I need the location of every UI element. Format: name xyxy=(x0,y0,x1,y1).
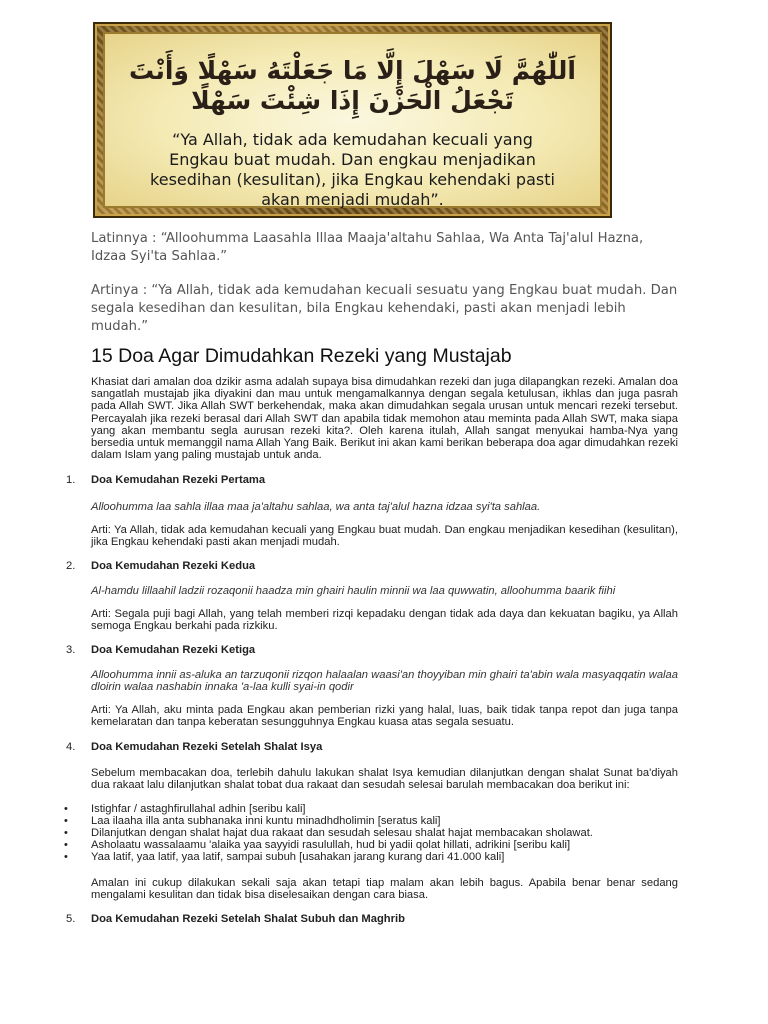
artinya-text: Artinya : “Ya Allah, tidak ada kemudahan kecuali sesuatu yang Engkau buat mudah. Dan segala kesedihan dan kesulitan, bila Engkau kehendaki, pasti akan menjadi lebih mudah.” xyxy=(91,283,678,334)
item-paragraph: Sebelum membacakan doa, terlebih dahulu lakukan shalat Isya kemudian dilanjutkan dengan shalat Sunat ba'diyah dua rakaat lalu dilanjutkan shalat tobat dua rakaat dan sesudah selesai barulah membacakan doa berikut ini: xyxy=(91,767,678,792)
item-title: Doa Kemudahan Rezeki Setelah Shalat Isya xyxy=(91,741,323,754)
bullet-text: Asholaatu wassalaamu 'alaika yaa sayyidi rasulullah, hud bi yadii qolat hillati, adrikini [seribu kali] xyxy=(91,839,571,852)
bullet-item xyxy=(64,839,678,851)
translation-line: akan menjadi mudah”. xyxy=(261,190,444,209)
item-closing: Amalan ini cukup dilakukan sekali saja akan tetapi tiap malam akan lebih bagus. Apabila benar benar sedang mengalami kesulitan dan tidak bisa diselesaikan dengan cara biasa. xyxy=(91,876,678,901)
translation-line: kesedihan (kesulitan), jika Engkau kehendaki pasti xyxy=(150,170,555,189)
bullet-text: Istighfar / astaghfirullahal adhin [seribu kali] xyxy=(91,802,306,815)
translation-line: “Ya Allah, tidak ada kemudahan kecuali yang xyxy=(172,130,533,149)
bullet-item xyxy=(64,815,678,827)
list-item xyxy=(66,913,678,926)
list-item xyxy=(66,644,678,728)
item-arti: Arti: Ya Allah, tidak ada kemudahan kecuali yang Engkau buat mudah. Dan engkau menjadikan kesedihan (kesulitan), jika Engkau kehendaki pasti akan menjadi mudah. xyxy=(91,523,678,549)
section-heading: 15 Doa Agar Dimudahkan Rezeki yang Mustajab xyxy=(91,345,512,367)
image-translation xyxy=(105,130,600,210)
item-title: Doa Kemudahan Rezeki Setelah Shalat Subuh dan Maghrib xyxy=(91,913,405,926)
bullet-item xyxy=(64,851,678,863)
item-arti: Arti: Segala puji bagi Allah, yang telah memberi rizqi kepadaku dengan tidak ada daya dan kekuatan bagiku, ya Allah semoga Engkau berkahi pada rizkiku. xyxy=(91,607,678,632)
list-number: 5. xyxy=(66,913,76,926)
item-title: Doa Kemudahan Rezeki Kedua xyxy=(91,560,256,573)
bullet-dot-icon: • xyxy=(64,851,68,864)
item-title: Doa Kemudahan Rezeki Pertama xyxy=(91,474,266,487)
bullet-item xyxy=(64,803,678,815)
bullet-text: Dilanjutkan dengan shalat hajat dua rakaat dan sesudah selesau shalat hajat membacakan sholawat. xyxy=(91,827,593,840)
bullet-text: Yaa latif, yaa latif, yaa latif, sampai subuh [usahakan jarang kurang dari 41.000 kali] xyxy=(91,851,505,864)
list-item xyxy=(66,474,678,549)
item-latin: Al-hamdu lillaahil ladzii rozaqonii haadza min ghairi haulin minnii wa laa quwwatin, alloohumma baarik fiihi xyxy=(91,585,616,598)
list-item xyxy=(64,741,678,901)
item-latin: Alloohumma laa sahla illaa maa ja'altahu sahlaa, wa anta taj'alul hazna idzaa syi'ta sahlaa. xyxy=(91,500,541,513)
item-latin: Alloohumma innii as-aluka an tarzuqonii rizqon halaalan waasi'an thoyyiban min ghairi ta'abin wala masyaqqatin walaa dloirin walaa nashabin innaka 'a-laa kulli syai-in qodir xyxy=(91,669,678,694)
intro-paragraph: Khasiat dari amalan doa dzikir asma adalah supaya bisa dimudahkan rezeki dan juga dilapangkan rezeki. Amalan doa sangatlah mustajab jika diyakini dan mau untuk mengamalkannya dengan segala ketulusan, ikhlas dan juga pasrah pada Allah SWT. Jika Allah SWT berkehendak, maka akan dimudahkan segala urusan untuk mencari rezeki tersebut. Percayalah jika rezeki berasal dari Allah SWT dan apabila tidak memohon atau meminta pada Allah SWT, maka siapa yang akan membantu segla aurusan rezeki kita?. Oleh karena itulah, Allah sangat menyukai hamba-Nya yang bersedia untuk memanggil nama Allah Yang Baik. Berikut ini akan kami berikan beberapa doa agar dimudahkan rezeki dalam Islam yang paling mustajab untuk anda. xyxy=(91,376,678,462)
list-number: 1. xyxy=(66,474,76,487)
item-title: Doa Kemudahan Rezeki Ketiga xyxy=(91,644,256,657)
bullet-item xyxy=(64,827,678,839)
arabic-line: تَجْعَلُ الْحَزْنَ إِذَا شِئْتَ سَهْلًا xyxy=(191,86,514,115)
latinnya-text: Latinnya : “Alloohumma Laasahla Illaa Maaja'altahu Sahlaa, Wa Anta Taj'alul Hazna, Idzaa Syi'ta Sahlaa.” xyxy=(91,231,644,264)
prayer-image xyxy=(103,32,602,208)
bullet-dot-icon: • xyxy=(64,814,68,827)
list-item xyxy=(66,560,678,632)
bullet-text: Laa ilaaha illa anta subhanaka inni kuntu minadhdholimin [seratus kali] xyxy=(91,814,441,827)
bullet-dot-icon: • xyxy=(64,827,68,840)
bullet-dot-icon: • xyxy=(64,802,68,815)
arabic-line: اَللّٰهُمَّ لَا سَهْلَ إِلَّا مَا جَعَلْتَهُ سَهْلًا وَأَنْتَ xyxy=(129,56,576,85)
list-number: 4. xyxy=(66,741,76,754)
translation-line: Engkau buat mudah. Dan engkau menjadikan xyxy=(169,150,536,169)
item-arti: Arti: Ya Allah, aku minta pada Engkau akan pemberian rizki yang halal, luas, baik tidak tanpa repot dan juga tanpa kemelaratan dan tanpa keberatan sesungguhnya Engkau kuasa atas segala sesuatu. xyxy=(91,703,678,728)
arabic-prayer-text xyxy=(105,34,600,116)
bullet-dot-icon: • xyxy=(64,839,68,852)
article-body xyxy=(64,376,678,926)
prayer-image-frame xyxy=(93,22,612,218)
bullet-list xyxy=(64,802,678,864)
list-number: 3. xyxy=(66,644,76,657)
list-number: 2. xyxy=(66,560,76,573)
